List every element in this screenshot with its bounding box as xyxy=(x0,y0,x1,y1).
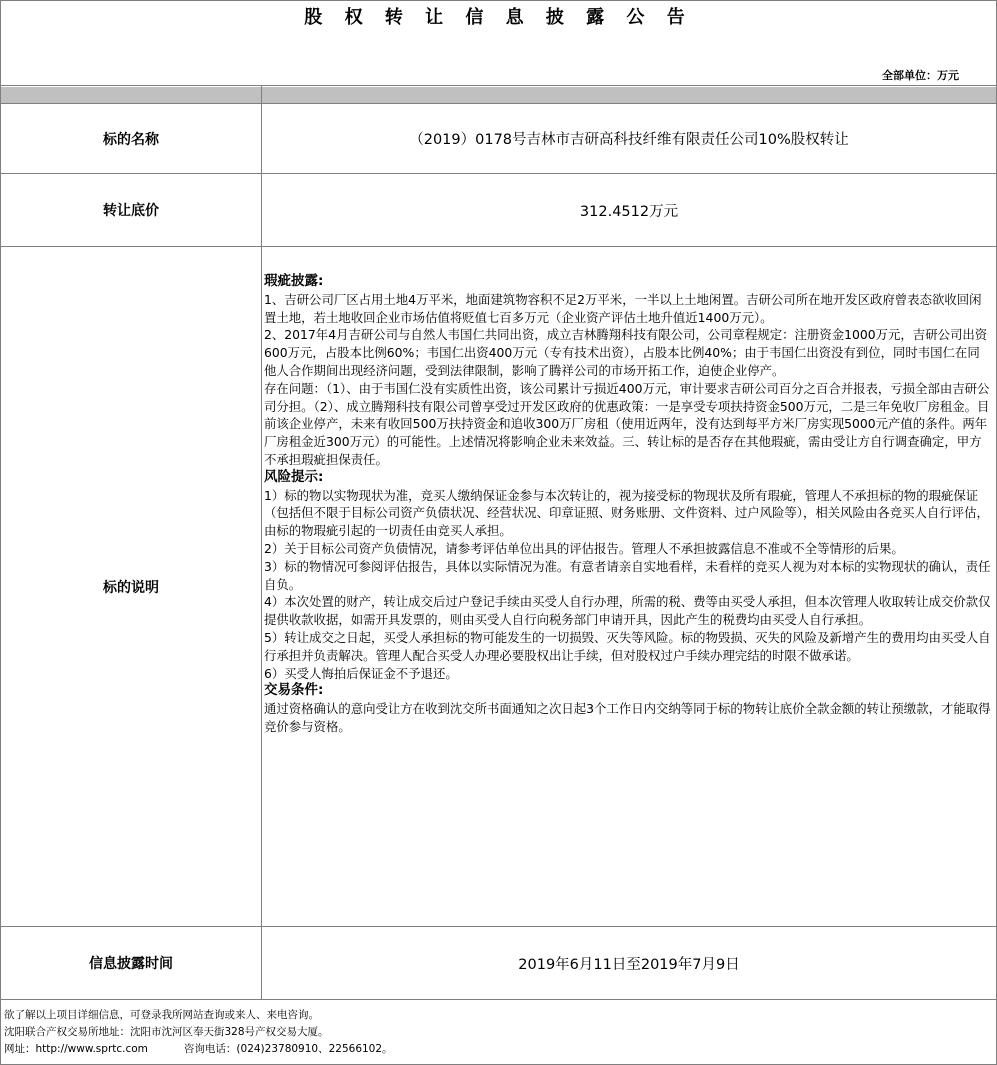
disclosure-period-value: 2019年6月11日至2019年7月9日 xyxy=(518,956,740,973)
subject-description xyxy=(264,273,992,736)
risk-item: 3）标的物情况可参阅评估报告，具体以实际情况为准。有意者请亲自实地看样，未看样的竞买人视为对本标的实物现状的确认，责任自负。 xyxy=(264,558,991,592)
risk-item: 1）标的物以实物现状为准，竞买人缴纳保证金参与本次转让的，视为接受标的物现状及所有瑕疵，管理人不承担标的物的瑕疵保证（包括但不限于目标公司资产负债状况、经营状况、印章证照、财务账册、文件资料、过户风险等），相关风险由各竞买人自行评估，由标的物瑕疵引起的一切责任由竞买人承担。 xyxy=(264,487,989,539)
subject-name-value: （2019）0178号吉林市吉研高科技纤维有限责任公司10%股权转让 xyxy=(409,132,849,148)
risk-item: 4）本次处置的财产，转让成交后过户登记手续由买受人自行办理，所需的税、费等由买受人承担，但本次管理人收取转让成交价款仅提供收款收据，如需开具发票的，则由买受人自行向税务部门申请开具，因此产生的税费均由买受人自行承担。 xyxy=(264,594,991,628)
trade-heading: 交易条件: xyxy=(264,682,324,699)
footer-contact xyxy=(4,1007,393,1058)
disclosure-period-label: 信息披露时间 xyxy=(89,956,173,972)
risk-item: 2）关于目标公司资产负债情况，请参考评估单位出具的评估报告。管理人不承担披露信息不准或不全等情形的后果。 xyxy=(264,540,904,556)
flaw-item: 存在问题：（1）、由于韦国仁没有实质性出资，该公司累计亏损近400万元，审计要求吉研公司百分之百合并报表，亏损全部由吉研公司分担。（2）、成立腾翔科技有限公司曾享受过开发区政府的优惠政策：一是享受专项扶持资金500万元，二是三年免收厂房租金。目前该企业停产，未来有收回500万扶持资金和追收300万厂房租（使用近两年，没有达到每平方米厂房实现5000元产值的条件。两年厂房租金近300万元）的可能性。上述情况将影响企业未来效益。三、转让标的是否存在其他瑕疵，需由受让方自行调查确定，甲方不承担瑕疵担保责任。 xyxy=(264,380,990,467)
flaw-item: 2、2017年4月吉研公司与自然人韦国仁共同出资，成立吉林腾翔科技有限公司，公司章程规定：注册资金1000万元，吉研公司出资600万元，占股本比例60%；韦国仁出资400万元（专有技术出资），占股本比例40%；由于韦国仁出资没有到位，同时韦国仁在同他人合作期间出现经济问题，受到法律限制，影响了腾祥公司的市场开拓工作，迫使企业停产。 xyxy=(264,327,988,378)
reserve-price-label: 转让底价 xyxy=(103,203,159,219)
risk-item: 5）转让成交之日起，买受人承担标的物可能发生的一切损毁、灭失等风险。标的物毁损、灭失的风险及新增产生的费用均由买受人自行承担并负责解决。管理人配合买受人办理必要股权出让手续，但对股权过户手续办理完结的时限不做承诺。 xyxy=(264,629,991,663)
subject-name-label: 标的名称 xyxy=(103,131,159,148)
table-bottom-border xyxy=(1,999,996,1000)
risk-heading: 风险提示: xyxy=(264,468,324,485)
unit-note: 全部单位：万元 xyxy=(882,69,959,82)
page-title: 股 权 转 让 信 息 披 露 公 告 xyxy=(304,7,693,28)
footer-phone: 咨询电话：(024)23780910、22566102。 xyxy=(183,1043,393,1055)
flaw-item: 1、吉研公司厂区占用土地4万平米，地面建筑物容积不足2万平米，一半以上土地闲置。吉研公司所在地开发区政府曾表态欲收回闲置土地，若土地收回企业市场估值将贬值七百多万元（企业资产评估土地升值近1400万元）。 xyxy=(264,291,982,325)
risk-item: 6）买受人悔拍后保证金不予退还。 xyxy=(264,665,458,681)
footer-address: 沈阳联合产权交易所地址：沈阳市沈河区奉天街328号产权交易大厦。 xyxy=(4,1026,329,1038)
footer-website: 网址：http://www.sprtc.com xyxy=(4,1043,148,1055)
trade-conditions: 通过资格确认的意向受让方在收到沈交所书面通知之次日起3个工作日内交纳等同于标的物转让底价全款金额的转让预缴款，才能取得竞价参与资格。 xyxy=(264,701,991,734)
flaw-heading: 瑕疵披露: xyxy=(264,273,324,289)
footer-line: 欲了解以上项目详细信息，可登录我所网站查询或来人、来电咨询。 xyxy=(4,1009,319,1021)
reserve-price-value: 312.4512万元 xyxy=(579,203,679,220)
footer-contact-row xyxy=(4,1041,393,1058)
table-top-border xyxy=(1,85,996,86)
subject-description-label: 标的说明 xyxy=(103,579,159,596)
table-header-band xyxy=(1,87,996,103)
